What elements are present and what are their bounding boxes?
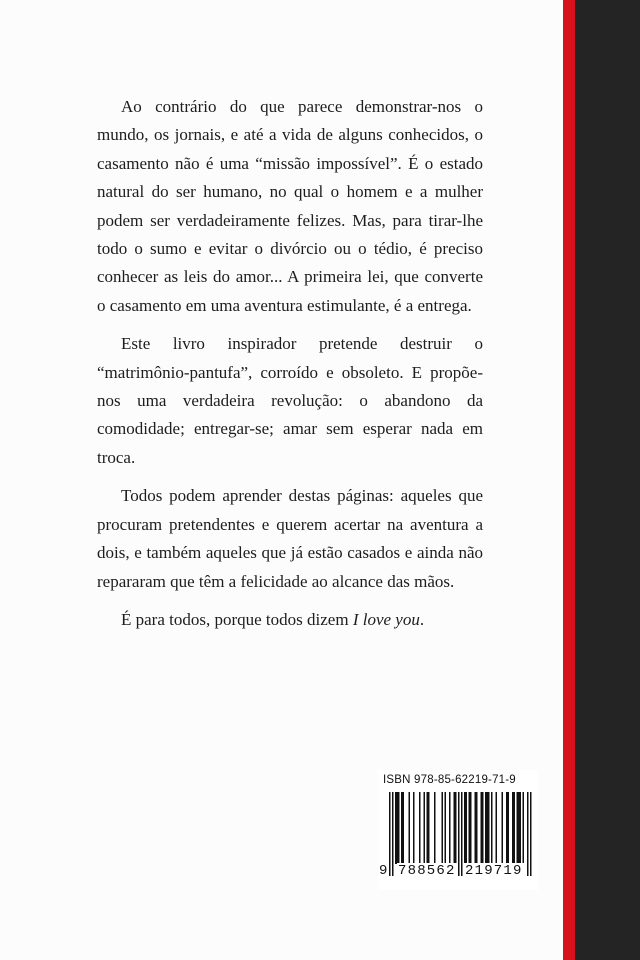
- blurb-paragraph-2: Este livro inspirador pretende destruir o “matrimônio-pantufa”, corroído e obsoleto. E propõe-nos uma verdadeira revolução: o abandono da comodidade; entregar-se; amar sem esperar nada em troca.: [97, 334, 483, 467]
- barcode-bar: [427, 792, 429, 864]
- barcode-bar: [442, 792, 444, 864]
- barcode-bar: [413, 792, 415, 864]
- barcode-bar: [464, 792, 466, 864]
- ean-first-digit: 9: [379, 863, 388, 879]
- barcode-bar: [482, 792, 484, 864]
- barcode-bar: [395, 792, 397, 864]
- ean-digits: [378, 863, 538, 881]
- barcode-bar: [445, 792, 447, 864]
- barcode-bar: [476, 792, 478, 864]
- barcode-bar: [403, 792, 405, 864]
- ean-right-group: 219719: [465, 863, 523, 879]
- blurb-closing-line: [97, 606, 483, 634]
- barcode-bar: [518, 792, 520, 864]
- barcode-bar: [409, 792, 411, 864]
- barcode-bar: [491, 792, 493, 864]
- barcode-bar: [485, 792, 487, 864]
- barcode-bar: [455, 792, 457, 864]
- barcode-bar: [512, 792, 514, 864]
- barcode-bar: [424, 792, 426, 864]
- barcode-bar: [466, 792, 468, 864]
- barcode-bar: [487, 792, 489, 864]
- barcode-bar: [401, 792, 403, 864]
- barcode-bar: [398, 792, 400, 864]
- blurb-paragraph-3: Todos podem aprender destas páginas: aqueles que procuram pretendentes e querem acertar na aventura a dois, e também aqueles que já estão casados e ainda não repararam que têm a felicidade ao alcance das mãos.: [97, 486, 483, 591]
- spine-red-stripe: [563, 0, 575, 960]
- barcode-bar: [428, 792, 430, 864]
- barcode-bar: [481, 792, 483, 864]
- barcode-bar: [449, 792, 451, 864]
- ean-left-group: 788562: [398, 863, 456, 879]
- isbn-label: ISBN 978-85-62219-71-9: [383, 774, 516, 786]
- closing-text: É para todos, porque todos dizem: [121, 609, 353, 629]
- barcode-bar: [475, 792, 477, 864]
- barcode-bar: [488, 792, 490, 864]
- barcode-bar: [520, 792, 522, 864]
- barcode-bar: [523, 792, 525, 864]
- barcode-bar: [419, 792, 421, 864]
- barcode-bar: [496, 792, 498, 864]
- barcode-bar: [470, 792, 472, 864]
- barcode-bar: [517, 792, 519, 864]
- back-cover-blurb: [97, 93, 483, 644]
- closing-period: .: [419, 609, 425, 629]
- barcode-bar: [508, 792, 510, 864]
- barcode-bar: [514, 792, 516, 864]
- barcode-bar: [469, 792, 471, 864]
- closing-italic-phrase: I love you: [352, 609, 420, 629]
- barcode-bar: [397, 792, 399, 864]
- barcode-bar: [434, 792, 436, 864]
- spine-black-band: [575, 0, 640, 960]
- barcode-bar: [502, 792, 504, 864]
- isbn-barcode: [378, 770, 538, 890]
- blurb-paragraph-1: Ao contrário do que parece demonstrar-nos o mundo, os jornais, e até a vida de alguns conhecidos, o casamento não é uma “missão impossível”. É o estado natural do ser humano, no qual o homem e a mulher podem ser verdadeiramente felizes. Mas, para tirar-lhe todo o sumo e evitar o divórcio ou o tédio, é preciso conhecer as leis do amor... A primeira lei, que converte o casamento em uma aventura estimulante, é a entrega.: [97, 97, 483, 315]
- barcode-bar: [454, 792, 456, 864]
- barcode-bar: [506, 792, 508, 864]
